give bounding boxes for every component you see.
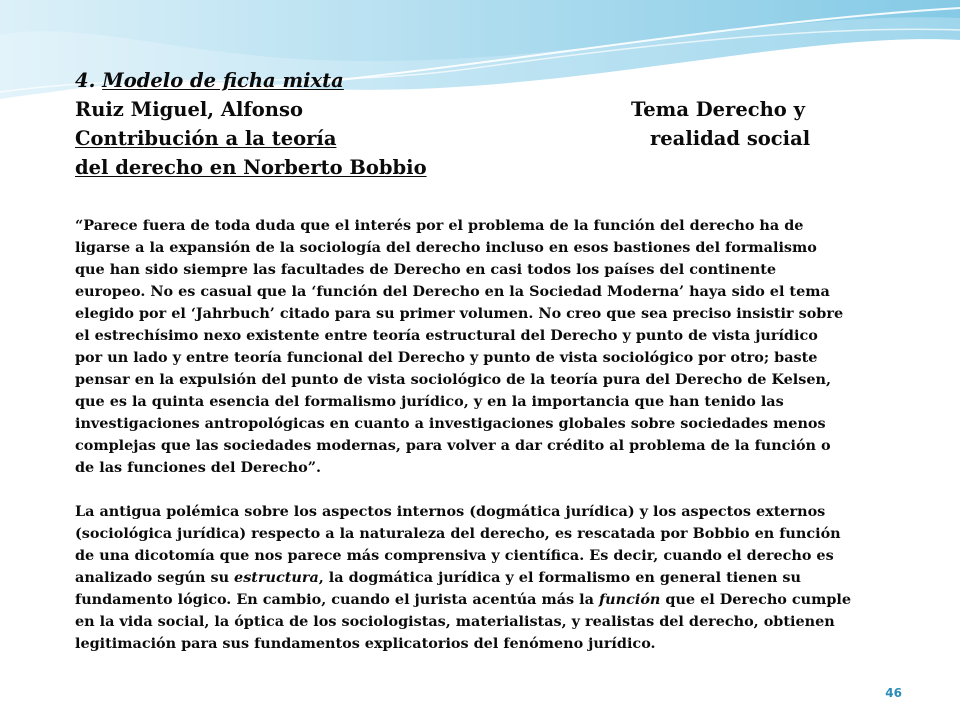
quote-line: ligarse a la expansión de la sociología del derecho incluso en esos bastiones del formalismo [75, 239, 817, 256]
quote-line: de las funciones del Derecho”. [75, 459, 321, 476]
book-title-part1: Contribución a la teoría [75, 127, 337, 150]
quote-line: el estrechísimo nexo existente entre teoría estructural del Derecho y punto de vista jurídico [75, 327, 818, 344]
quote-line: “Parece fuera de toda duda que el interés por el problema de la función del derecho ha de [75, 217, 804, 234]
emphasis-estructura: estructura [234, 569, 319, 586]
quote-line: por un lado y entre teoría funcional del Derecho y punto de vista sociológico por otro; baste [75, 349, 818, 366]
title-line-1 [75, 124, 895, 153]
page-number: 46 [885, 686, 902, 700]
title-line-2 [75, 153, 895, 182]
quote-block [75, 215, 895, 479]
heading-title: Modelo de ficha mixta [102, 69, 344, 92]
author-name: Ruiz Miguel, Alfonso [75, 98, 303, 121]
commentary-line: La antigua polémica sobre los aspectos internos (dogmática jurídica) y los aspectos externos [75, 503, 826, 520]
quote-line: investigaciones antropológicas en cuanto a investigaciones globales sobre sociedades menos [75, 415, 826, 432]
commentary-line: analizado según su estructura, la dogmática jurídica y el formalismo en general tienen su [75, 569, 802, 586]
quote-line: europeo. No es casual que la ‘función del Derecho en la Sociedad Moderna’ haya sido el tema [75, 283, 830, 300]
commentary-block [75, 501, 895, 655]
commentary-line: (sociológica jurídica) respecto a la naturaleza del derecho, es rescatada por Bobbio en función [75, 525, 841, 542]
commentary-line: en la vida social, la óptica de los sociologistas, materialistas, y realistas del derecho, obtienen [75, 613, 835, 630]
book-title-part2: del derecho en Norberto Bobbio [75, 156, 427, 179]
tema-line1: Tema Derecho y [631, 98, 805, 121]
quote-line: pensar en la expulsión del punto de vista sociológico de la teoría pura del Derecho de Kelsen, [75, 371, 831, 388]
author-line [75, 95, 895, 124]
quote-line: elegido por el ‘Jahrbuch’ citado para su primer volumen. No creo que sea preciso insistir sobre [75, 305, 844, 322]
commentary-line: fundamento lógico. En cambio, cuando el jurista acentúa más la función que el Derecho cumple [75, 591, 852, 608]
tema-line2: realidad social [650, 127, 811, 150]
emphasis-funcion: función [598, 591, 661, 608]
commentary-line: legitimación para sus fundamentos explicatorios del fenómeno jurídico. [75, 635, 656, 652]
heading-line [75, 66, 895, 95]
heading-number: 4. [75, 69, 96, 92]
quote-line: que es la quinta esencia del formalismo jurídico, y en la importancia que han tenido las [75, 393, 784, 410]
slide-content [75, 66, 895, 655]
commentary-line: de una dicotomía que nos parece más comprensiva y científica. Es decir, cuando el derecho es [75, 547, 834, 564]
quote-line: complejas que las sociedades modernas, para volver a dar crédito al problema de la función o [75, 437, 831, 454]
quote-line: que han sido siempre las facultades de Derecho en casi todos los países del continente [75, 261, 777, 278]
